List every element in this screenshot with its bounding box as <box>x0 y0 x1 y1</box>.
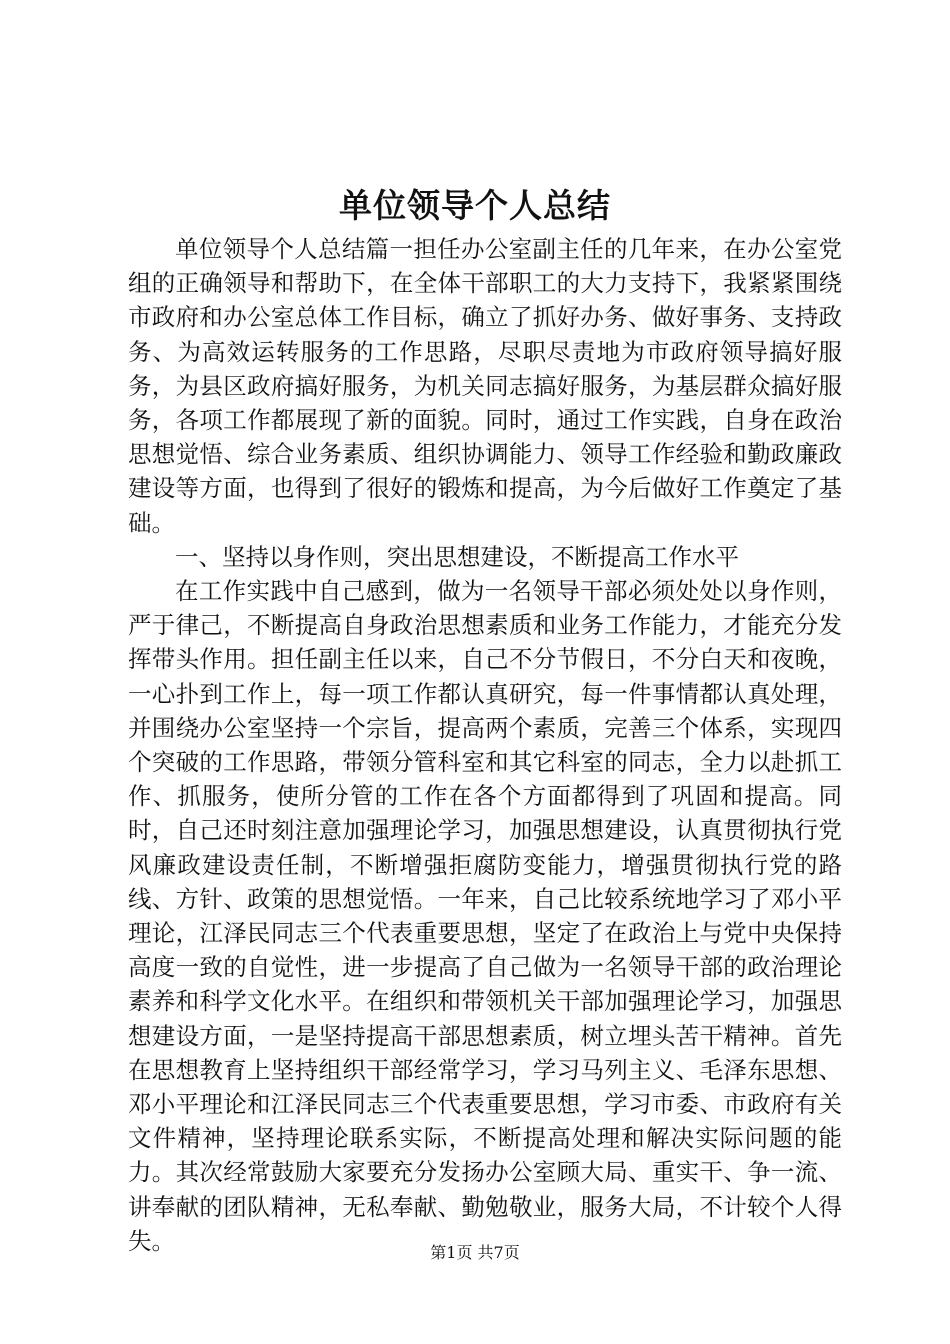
section-heading-1: 一、坚持以身作则，突出思想建设，不断提高工作水平 <box>175 542 739 571</box>
paragraph-section-1: 在工作实践中自己感到，做为一名领导干部必须处处以身作则，严于律己，不断提高自身政治思想素质和业务工作能力，才能充分发挥带头作用。担任副主任以来，自己不分节假日，不分白天和夜晚，一心扑到工作上，每一项工作都认真研究，每一件事情都认真处理，并围绕办公室坚持一个宗旨，提高两个素质，完善三个体系，实现四个突破的工作思路，带领分管科室和其它科室的同志，全力以赴抓工作、抓服务，使所分管的工作在各个方面都得到了巩固和提高。同时，自己还时刻注意加强理论学习，加强思想建设，认真贯彻执行党风廉政建设责任制，不断增强拒腐防变能力，增强贯彻执行党的路线、方针、政策的思想觉悟。一年来，自己比较系统地学习了邓小平理论，江泽民同志三个代表重要思想，坚定了在政治上与党中央保持高度一致的自觉性，进一步提高了自己做为一名领导干部的政治理论素养和科学文化水平。在组织和带领机关干部加强理论学习，加强思想建设方面，一是坚持提高干部思想素质，树立埋头苦干精神。首先在思想教育上坚持组织干部经常学习，学习马列主义、毛泽东思想、邓小平理论和江泽民同志三个代表重要思想，学习市委、市政府有关文件精神，坚持理论联系实际，不断提高处理和解决实际问题的能力。其次经常鼓励大家要充分发扬办公室顾大局、重实干、争一流、讲奉献的团队精神，无私奉献、勤勉敬业，服务大局，不计较个人得失。 <box>128 577 842 1255</box>
page-title: 单位领导个人总结 <box>339 186 611 225</box>
document-body <box>128 232 842 1258</box>
page-footer: 第1页 共7页 <box>430 1243 520 1262</box>
paragraph-intro: 单位领导个人总结篇一担任办公室副主任的几年来，在办公室党组的正确领导和帮助下，在全体干部职工的大力支持下，我紧紧围绕市政府和办公室总体工作目标，确立了抓好办务、做好事务、支持政务、为高效运转服务的工作思路，尽职尽责地为市政府领导搞好服务，为县区政府搞好服务，为机关同志搞好服务，为基层群众搞好服务，各项工作都展现了新的面貌。同时，通过工作实践，自身在政治思想觉悟、综合业务素质、组织协调能力、领导工作经验和勤政廉政建设等方面，也得到了很好的锻炼和提高，为今后做好工作奠定了基础。 <box>128 235 842 537</box>
